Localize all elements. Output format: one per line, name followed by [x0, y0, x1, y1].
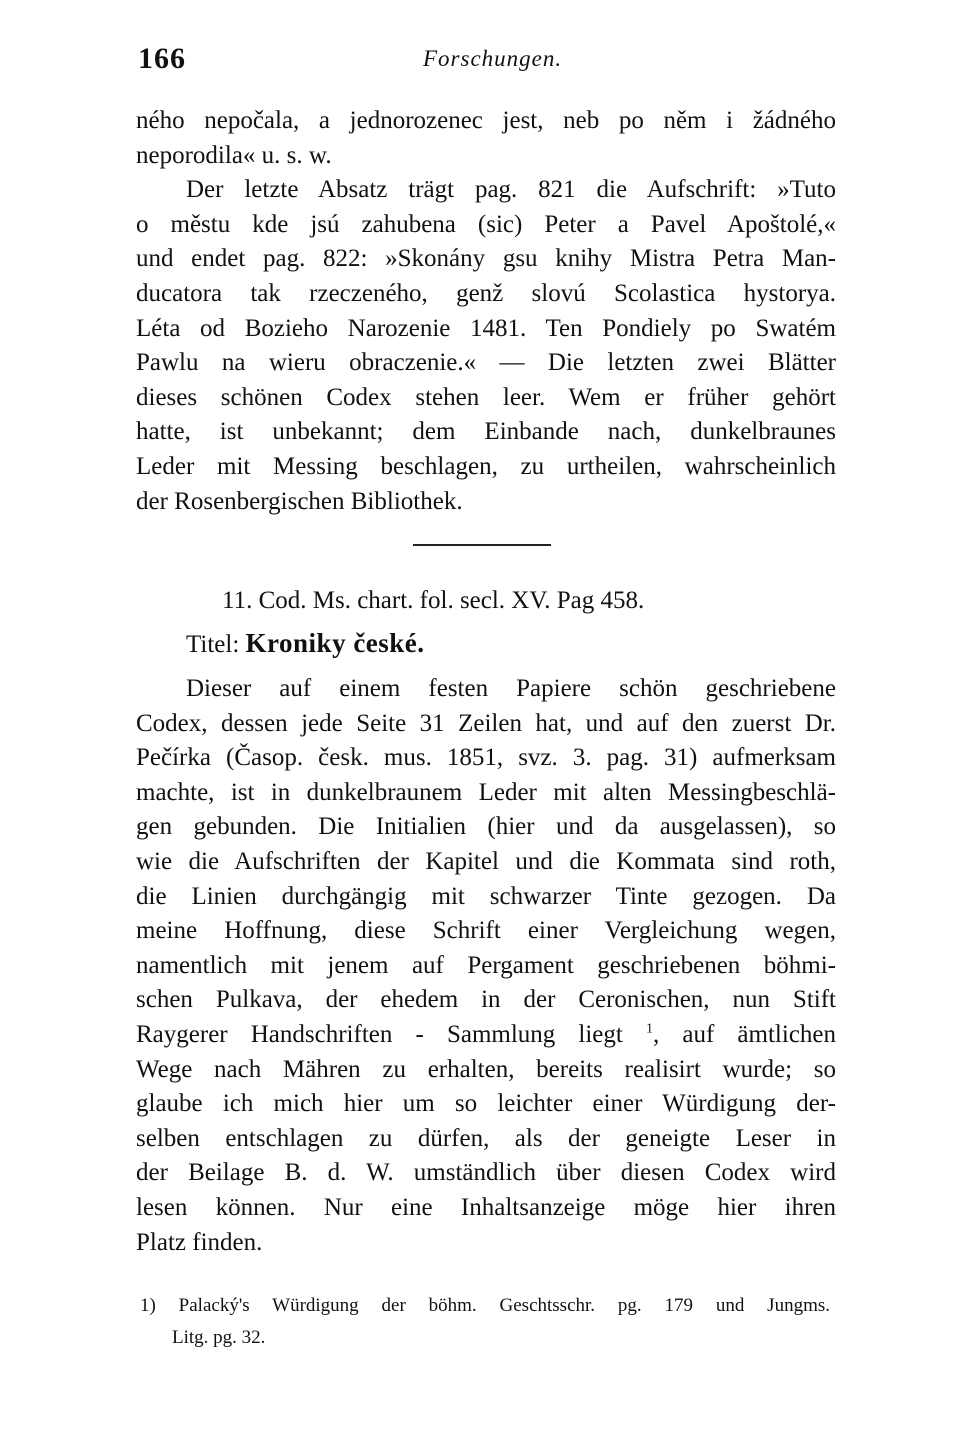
- text-line: der Beilage B. d. W. umständlich über diesen Codex wird: [136, 1159, 836, 1187]
- codex-title-line: [186, 626, 425, 662]
- footnote-line: Litg. pg. 32.: [172, 1327, 266, 1348]
- text-line: schen Pulkava, der ehedem in der Ceronischen, nun Stift: [136, 986, 836, 1014]
- text-line: selben entschlagen zu dürfen, als der geneigte Leser in: [136, 1124, 836, 1152]
- text-line: hatte, ist unbekannt; dem Einbande nach, dunkelbraunes: [136, 418, 836, 446]
- section-divider: [413, 544, 551, 546]
- footnote: [140, 1290, 830, 1354]
- text-line: o městu kde jsú zahubena (sic) Peter a Pavel Apoštolé,«: [136, 210, 836, 238]
- text-line: ného nepočala, a jednorozenec jest, neb po něm i žádného: [136, 107, 836, 134]
- text-line: neporodila« u. s. w.: [136, 141, 332, 169]
- text-line: die Linien durchgängig mit schwarzer Tinte gezogen. Da: [136, 882, 836, 910]
- text-line: namentlich mit jenem auf Pergament geschriebenen böhmi-: [136, 951, 836, 979]
- text-line: wie die Aufschriften der Kapitel und die Kommata sind roth,: [136, 847, 836, 875]
- page-header: [138, 42, 838, 82]
- text-line: der Rosenbergischen Bibliothek.: [136, 487, 463, 515]
- text-line: Dieser auf einem festen Papiere schön geschriebene: [186, 675, 836, 702]
- text-line: Platz finden.: [136, 1228, 263, 1256]
- footnote-reference: 1: [646, 1021, 653, 1037]
- codex-title: Kroniky české.: [245, 628, 425, 658]
- text-line: Léta od Bozieho Narozenie 1481. Ten Pondiely po Swatém: [136, 314, 836, 342]
- text-line: ducatora tak rzeczeného, genž slovú Scolastica hystorya.: [136, 279, 836, 307]
- text-line: Leder mit Messing beschlagen, zu urtheilen, wahrscheinlich: [136, 452, 836, 480]
- text-line: glaube ich mich hier um so leichter einer Würdigung der-: [136, 1090, 836, 1118]
- text-line: gen gebunden. Die Initialien (hier und da ausgelassen), so: [136, 813, 836, 841]
- text-line: dieses schönen Codex stehen leer. Wem er früher gehört: [136, 383, 836, 411]
- text-line: Codex, dessen jede Seite 31 Zeilen hat, und auf den zuerst Dr.: [136, 709, 836, 737]
- paragraph-continuation: [136, 104, 836, 519]
- title-label: Titel:: [186, 631, 240, 658]
- section-heading: 11. Cod. Ms. chart. fol. secl. XV. Pag 458.: [222, 587, 645, 614]
- text-line: Wege nach Mähren zu erhalten, bereits realisirt wurde; so: [136, 1055, 836, 1083]
- running-title: Forschungen.: [423, 46, 563, 71]
- footnote-line: 1) Palacký's Würdigung der böhm. Geschtsschr. pg. 179 und Jungms.: [140, 1295, 830, 1316]
- text-segment: , auf ämtlichen: [653, 1020, 836, 1048]
- text-line: Pawlu na wieru obraczenie.« — Die letzten zwei Blätter: [136, 349, 836, 377]
- text-segment: Raygerer Handschriften - Sammlung liegt: [136, 1020, 623, 1048]
- page-number: 166: [138, 42, 186, 75]
- text-line: Pečírka (Časop. česk. mus. 1851, svz. 3. pag. 31) aufmerksam: [136, 744, 836, 772]
- text-line: und endet pag. 822: »Skonány gsu knihy Mistra Petra Man-: [136, 245, 836, 273]
- text-line-with-footnote: [136, 1018, 836, 1053]
- text-line: lesen können. Nur eine Inhaltsanzeige möge hier ihren: [136, 1193, 836, 1221]
- paragraph-description: [136, 672, 836, 1260]
- text-line: meine Hoffnung, diese Schrift einer Vergleichung wegen,: [136, 917, 836, 945]
- text-line: Der letzte Absatz trägt pag. 821 die Aufschrift: »Tuto: [186, 176, 836, 204]
- text-line: machte, ist in dunkelbraunem Leder mit alten Messingbeschlä-: [136, 778, 836, 806]
